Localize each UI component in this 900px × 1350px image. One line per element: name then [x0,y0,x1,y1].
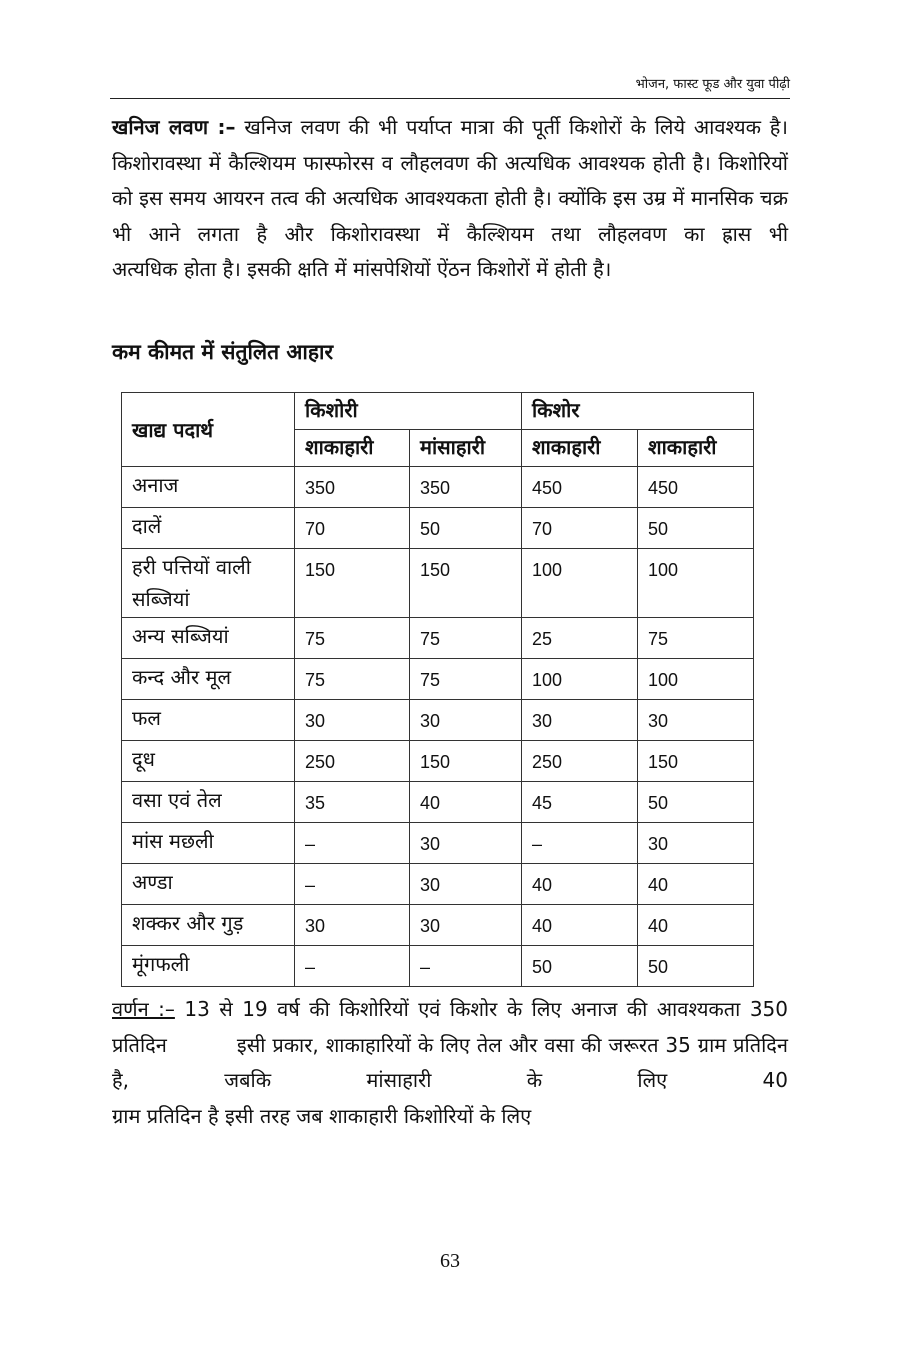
value-cell: – [295,864,410,905]
value-cell: 40 [522,905,638,946]
table-row [122,659,754,700]
value-cell: 30 [295,700,410,741]
value-cell: 100 [638,659,754,700]
value-cell: 100 [638,549,754,618]
description-text-2: इसी प्रकार, शाकाहारियों के लिए तेल और वसा की जरूरत 35 ग्राम प्रतिदिन है, जबकि मांसाहारी के लिए 40 [112,1032,788,1092]
description-text-1: 13 से 19 वर्ष की किशोरियों एवं किशोर के लिए अनाज की आवश्यकता 350 प्रतिदिन [112,997,788,1057]
table-row [122,467,754,508]
minerals-last-line: अत्यधिक होता है। इसकी क्षति में मांसपेशियों ऐंठन किशोरों में होती है। [112,257,612,281]
diet-table [121,392,754,987]
value-cell: 40 [522,864,638,905]
food-cell: मांस मछली [122,823,295,864]
value-cell: 50 [410,508,522,549]
table-row [122,946,754,987]
value-cell: 250 [295,741,410,782]
value-cell: 100 [522,549,638,618]
group-header-girls: किशोरी [295,393,522,430]
minerals-label: खनिज लवण :– [112,115,236,139]
value-cell: 150 [295,549,410,618]
food-cell: दूध [122,741,295,782]
value-cell: 75 [410,618,522,659]
food-cell: अनाज [122,467,295,508]
subheader: मांसाहारी [410,430,522,467]
value-cell: 30 [410,905,522,946]
value-cell: 45 [522,782,638,823]
minerals-paragraph [112,110,788,288]
value-cell: 100 [522,659,638,700]
subheader: शाकाहारी [638,430,754,467]
value-cell: 30 [410,700,522,741]
minerals-text: खनिज लवण की भी पर्याप्त मात्रा की पूर्ती किशोरों के लिये आवश्यक है। किशोरावस्था में कैल्शियम फास्फोरस व लौहलवण की अत्यधिक आवश्यक होती है। किशोरियों को इस समय आयरन तत्व की अत्यधिक आवश्यकता होती है। क्योंकि इस उम्र में मानसिक चक्र भी आने लगता है और किशोरावस्था में कैल्शियम तथा लौहलवण का ह्रास भी [112,115,788,246]
description-last-line: ग्राम प्रतिदिन है इसी तरह जब शाकाहारी किशोरियों के लिए [112,1103,532,1128]
value-cell: 75 [410,659,522,700]
value-cell: 70 [522,508,638,549]
value-cell: 50 [522,946,638,987]
value-cell: 150 [410,741,522,782]
description-label: वर्णन :– [112,997,175,1021]
food-column-header: खाद्य पदार्थ [122,393,295,467]
value-cell: 450 [638,467,754,508]
value-cell: 350 [295,467,410,508]
value-cell: 350 [410,467,522,508]
food-cell: अण्डा [122,864,295,905]
description-paragraph [112,992,788,1134]
value-cell: 450 [522,467,638,508]
food-cell: मूंगफली [122,946,295,987]
value-cell: 75 [638,618,754,659]
table-row [122,700,754,741]
food-cell: वसा एवं तेल [122,782,295,823]
table-heading: कम कीमत में संतुलित आहार [112,340,334,364]
table-row [122,782,754,823]
value-cell: 40 [410,782,522,823]
food-cell: शक्कर और गुड़ [122,905,295,946]
value-cell: 75 [295,659,410,700]
table-row [122,905,754,946]
value-cell: 30 [522,700,638,741]
running-header: भोजन, फास्ट फूड और युवा पीढ़ी [110,74,790,99]
food-cell: हरी पत्तियों वाली सब्जियां [122,549,295,618]
value-cell: 50 [638,782,754,823]
subheader: शाकाहारी [295,430,410,467]
value-cell: 150 [638,741,754,782]
value-cell: 150 [410,549,522,618]
value-cell: 40 [638,864,754,905]
value-cell: 70 [295,508,410,549]
value-cell: 30 [410,864,522,905]
table-row [122,741,754,782]
table-row [122,549,754,618]
value-cell: – [295,823,410,864]
value-cell: – [295,946,410,987]
value-cell: – [522,823,638,864]
food-cell: फल [122,700,295,741]
value-cell: 40 [638,905,754,946]
table-row [122,618,754,659]
food-cell: अन्य सब्जियां [122,618,295,659]
value-cell: 250 [522,741,638,782]
value-cell: 50 [638,946,754,987]
page-number: 63 [440,1250,460,1272]
value-cell: 35 [295,782,410,823]
group-header-boys: किशोर [522,393,754,430]
food-cell: दालें [122,508,295,549]
value-cell: 30 [295,905,410,946]
value-cell: 30 [638,823,754,864]
food-cell: कन्द और मूल [122,659,295,700]
value-cell: – [410,946,522,987]
value-cell: 30 [638,700,754,741]
subheader: शाकाहारी [522,430,638,467]
table-row [122,864,754,905]
value-cell: 75 [295,618,410,659]
value-cell: 25 [522,618,638,659]
table-row [122,508,754,549]
value-cell: 50 [638,508,754,549]
value-cell: 30 [410,823,522,864]
table-row [122,823,754,864]
